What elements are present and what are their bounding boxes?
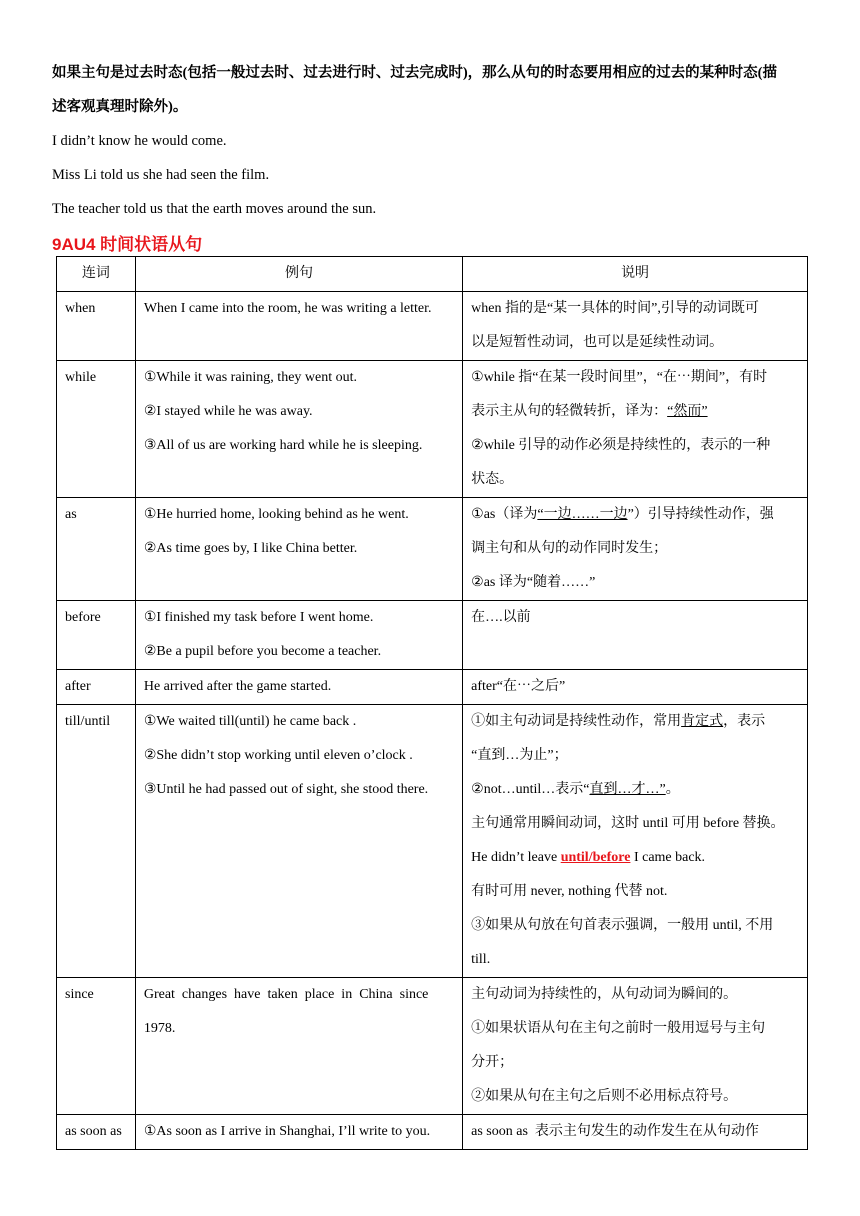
example-line: ②Be a pupil before you become a teacher.: [143, 644, 382, 659]
note-underlined: “一边……一边: [537, 507, 628, 522]
conjunction-cell: till/until: [57, 705, 136, 978]
example-line: Great changes have taken place in China since: [143, 987, 429, 1002]
example-line: 1978.: [143, 1021, 176, 1036]
example-cell: [135, 1115, 462, 1150]
note-cell: [463, 1115, 808, 1150]
note-line: [471, 773, 799, 807]
example-sentence: Miss Li told us she had seen the film.: [52, 167, 270, 183]
intro-rule: [52, 56, 804, 124]
example-line: He arrived after the game started.: [143, 679, 332, 694]
note-underlined: 直到…才…”: [589, 782, 666, 797]
table-row: [57, 292, 808, 361]
example-cell: [135, 978, 462, 1115]
note-line: [471, 841, 799, 875]
note-text: 。: [665, 782, 680, 797]
conjunction-cell: as soon as: [57, 1115, 136, 1150]
note-underlined: “然而”: [667, 404, 708, 419]
note-line: 有时可用 never, nothing 代替 not.: [471, 884, 668, 899]
note-text: ，表示: [723, 714, 766, 729]
note-line: 在….以前: [471, 610, 531, 625]
table-row: [57, 978, 808, 1115]
conjunction-cell: when: [57, 292, 136, 361]
note-line: ②as 译为“随着……”: [471, 575, 596, 590]
example-line: ③All of us are working hard while he is sleeping.: [143, 438, 423, 453]
conjunction-cell: since: [57, 978, 136, 1115]
table-header-row: [57, 257, 808, 292]
table-row: [57, 498, 808, 601]
note-line: [471, 498, 799, 532]
note-line: 主句通常用瞬间动词，这时 until 可用 before 替换。: [471, 816, 785, 831]
note-line: ②while 引导的动作必须是持续性的，表示的一种: [471, 438, 771, 453]
note-line: [471, 395, 799, 429]
note-line: ②如果从句在主句之后则不必用标点符号。: [471, 1089, 738, 1104]
example-line: ②She didn’t stop working until eleven o’clock .: [143, 748, 413, 763]
example-line: When I came into the room, he was writing a letter.: [143, 301, 432, 316]
note-cell: [463, 670, 808, 705]
example-cell: [135, 292, 462, 361]
table-row: [57, 601, 808, 670]
note-text: 表示主从句的轻微转折，译为：: [471, 404, 668, 419]
example-line: ①We waited till(until) he came back .: [143, 714, 357, 729]
note-line: ①如果状语从句在主句之前时一般用逗号与主句: [471, 1021, 766, 1036]
example-sentence: The teacher told us that the earth moves around the sun.: [52, 201, 377, 217]
example-line: ③Until he had passed out of sight, she stood there.: [143, 782, 429, 797]
example-line: ①As soon as I arrive in Shanghai, I’ll write to you.: [143, 1124, 431, 1139]
note-line: ①while 指“在某一段时间里”，“在⋯期间”，有时: [471, 370, 768, 385]
note-text: ②not…until…表示“: [471, 782, 590, 797]
section-title: 9AU4 时间状语从句: [52, 235, 203, 254]
intro-rule-line-2: 述客观真理时除外)。: [52, 99, 188, 115]
example-line: ②I stayed while he was away.: [143, 404, 313, 419]
note-line: 状态。: [471, 472, 514, 487]
table-row: [57, 670, 808, 705]
conjunction-cell: before: [57, 601, 136, 670]
note-line: 主句动词为持续性的，从句动词为瞬间的。: [471, 987, 738, 1002]
example-cell: [135, 498, 462, 601]
table-row: [57, 361, 808, 498]
conjunction-cell: as: [57, 498, 136, 601]
conjunction-cell: while: [57, 361, 136, 498]
note-cell: [463, 292, 808, 361]
note-text: He didn’t leave: [471, 850, 561, 865]
note-line: 调主句和从句的动作同时发生；: [471, 541, 668, 556]
note-text: ”）引导持续性动作，强: [627, 507, 774, 522]
highlighted-answer: until/before: [560, 850, 631, 865]
note-line: “直到…为止”；: [471, 748, 568, 763]
note-text: ①as（译为: [471, 507, 538, 522]
example-line: ①I finished my task before I went home.: [143, 610, 374, 625]
example-line: ①He hurried home, looking behind as he went.: [143, 507, 409, 522]
example-cell: [135, 670, 462, 705]
note-line: after“在⋯之后”: [471, 679, 566, 694]
note-underlined: 肯定式: [681, 714, 724, 729]
note-cell: [463, 601, 808, 670]
note-cell: [463, 705, 808, 978]
note-line: till.: [471, 952, 491, 967]
table-row: [57, 705, 808, 978]
conjunction-cell: after: [57, 670, 136, 705]
note-cell: [463, 978, 808, 1115]
header-example: 例句: [135, 257, 462, 292]
note-line: 以是短暂性动词，也可以是延续性动词。: [471, 335, 724, 350]
document-page: [52, 56, 804, 266]
note-line: as soon as 表示主句发生的动作发生在从句动作: [471, 1124, 759, 1139]
table-row: [57, 1115, 808, 1150]
header-conjunction: 连词: [57, 257, 136, 292]
example-cell: [135, 361, 462, 498]
example-cell: [135, 601, 462, 670]
header-explanation: 说明: [463, 257, 808, 292]
conjunction-table: [56, 256, 808, 1150]
note-line: when 指的是“某一具体的时间”,引导的动词既可: [471, 301, 759, 316]
note-text: ①如主句动词是持续性动作，常用: [471, 714, 682, 729]
example-line: ②As time goes by, I like China better.: [143, 541, 358, 556]
note-cell: [463, 498, 808, 601]
example-sentence: I didn’t know he would come.: [52, 133, 227, 149]
note-line: ③如果从句放在句首表示强调，一般用 until, 不用: [471, 918, 774, 933]
note-text: I came back.: [630, 850, 706, 865]
note-line: [471, 705, 799, 739]
example-line: ①While it was raining, they went out.: [143, 370, 358, 385]
intro-rule-line-1: 如果主句是过去时态(包括一般过去时、过去进行时、过去完成时)，那么从句的时态要用相应的过去的某种时态(描: [52, 65, 777, 81]
note-cell: [463, 361, 808, 498]
note-line: 分开；: [471, 1055, 514, 1070]
example-cell: [135, 705, 462, 978]
